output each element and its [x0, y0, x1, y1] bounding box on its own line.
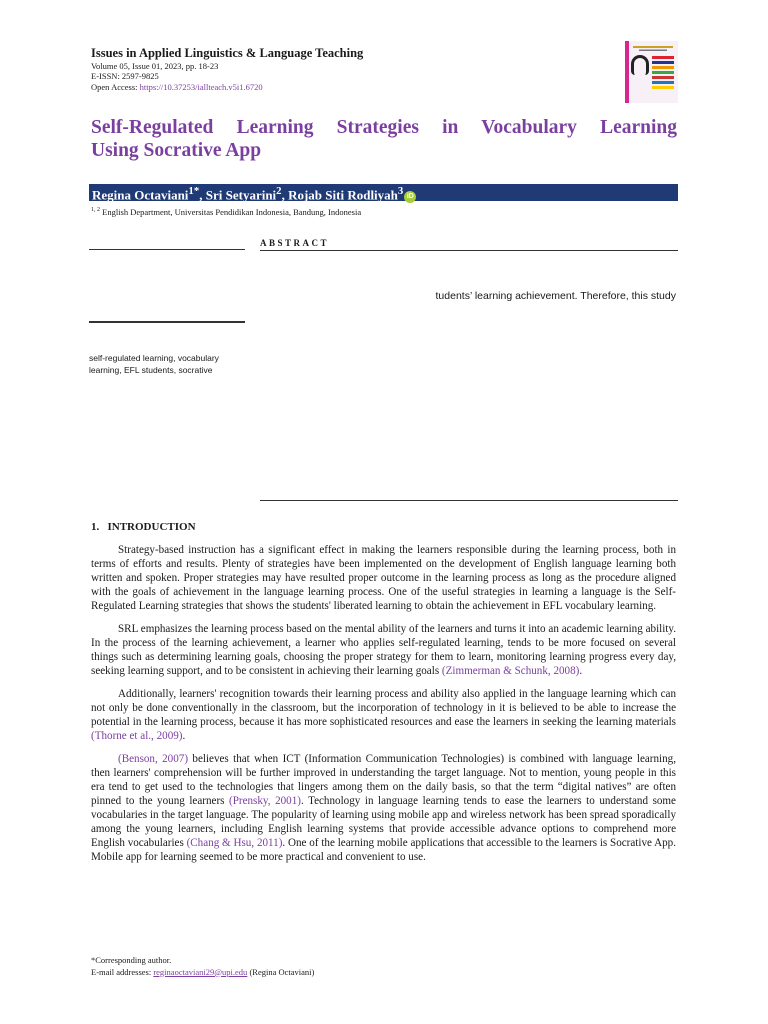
journal-volume: Volume 05, Issue 01, 2023, pp. 18-23 — [91, 61, 219, 71]
author-list — [92, 185, 416, 203]
author-3-sup: 3 — [397, 185, 404, 197]
citation-link[interactable]: (Chang & Hsu, 2011) — [186, 837, 283, 849]
journal-meta — [91, 61, 263, 92]
cover-banner — [633, 45, 673, 53]
flags-icon — [652, 56, 674, 94]
author-separator: , — [199, 187, 206, 203]
paragraph-text: . Technology in language learning tends to ease the learners to understand some vocabularies in the target language. The popularity of learning using mobile app and wireless network has been spread sporadically among the young learners, including English learning systems that provide accessible advance options to comprehend more English vocabularies — [91, 795, 676, 849]
author-3[interactable]: Rojab Siti Rodliyah — [288, 187, 398, 203]
author-1[interactable]: Regina Octaviani — [92, 187, 189, 203]
open-access — [91, 82, 263, 92]
citation-link[interactable]: (Zimmerman & Schunk, 2008) — [441, 665, 580, 677]
affiliation — [91, 207, 361, 217]
journal-name: Issues in Applied Linguistics & Language Teaching — [91, 46, 364, 60]
orcid-icon[interactable]: iD — [404, 191, 416, 203]
paper-title — [91, 116, 677, 162]
divider — [260, 500, 678, 501]
author-2-sup: 2 — [276, 185, 282, 197]
divider — [260, 250, 678, 251]
email-line — [91, 967, 314, 979]
email-link[interactable]: reginaoctaviani29@upi.edu — [153, 966, 248, 977]
introduction-body — [91, 543, 676, 873]
paragraph — [91, 622, 676, 678]
doi-link[interactable]: https://10.37253/iallteach.v5i1.6720 — [139, 81, 263, 92]
email-owner: (Regina Octaviani) — [247, 966, 315, 977]
abstract-text: tudents’ learning achievement. Therefore, this study — [435, 290, 676, 302]
paragraph-text: Strategy-based instruction has a significant effect in making the learners responsible during the learning process, both in terms of efforts and results. Plenty of strategies have been implemented on the development of English language learning both written and spoken. Proper strategies may have resulted proper outcome in the learning process as long as the procedure aligned with the goals of achievement in the language learning process. One of the useful strategies in learning a language is the Self-Regulated Learning strategies that shows the students' liberated learning to obtain the achievement in EFL vocabulary learning. — [91, 544, 676, 612]
paragraph-text: . — [182, 730, 186, 742]
keywords: self-regulated learning, vocabulary learning, EFL students, socrative — [89, 353, 219, 375]
divider — [89, 321, 245, 323]
paragraph-text: believes that when ICT (Information Communication Technologies) is combined with language learning, then learners' comprehension will be further improved in understanding the target language. Not to mention, young people in this era tend to get used to the technologies that lingers among them on the daily basis, so that the term “digital natives” are often pinned to the young learners — [91, 753, 676, 807]
paragraph — [91, 752, 676, 864]
author-separator: , — [281, 187, 289, 203]
journal-cover-thumbnail — [625, 41, 678, 103]
paragraph — [91, 543, 676, 613]
paragraph-text: . One of the learning mobile applications that accessible to the learners is Socrative App. Mobile app for learning seemed to be more practical and convenient to use. — [91, 837, 676, 863]
paragraph-text: . — [579, 665, 583, 677]
divider — [89, 249, 245, 250]
citation-link[interactable]: (Thorne et al., 2009) — [91, 730, 183, 742]
email-label: E-mail addresses: — [91, 966, 154, 977]
author-2[interactable]: Sri Setyarini — [205, 187, 277, 203]
paragraph-text: Additionally, learners' recognition towards their learning process and ability also applied in the language learning which can not only be done conventionally in the classroom, but the incorporation of technology in it is believed to be able to increase the potential in the learning process, because it has more sophisticated resources and ease the learners in seeking the learning materials — [91, 688, 676, 728]
corresponding-author-note: *Corresponding author. — [91, 955, 172, 965]
section-heading-introduction: 1. INTRODUCTION — [91, 521, 196, 533]
title-line-1: Self-Regulated Learning Strategies in Vocabulary Learning — [91, 117, 677, 138]
cover-stripe — [625, 41, 629, 103]
headphones-icon — [631, 55, 649, 75]
footnote — [91, 955, 314, 978]
affiliation-text: English Department, Universitas Pendidikan Indonesia, Bandung, Indonesia — [102, 207, 362, 217]
paragraph-text: SRL emphasizes the learning process based on the mental ability of the learners and turns it into an academic learning ability. In the process of the learning achievement, a learner who applies self-regulated learning, tends to be more focused on several things such as determining learning goals, choosing the proper strategy for them to learn, monitoring learning progress every day, seeking learning support, and to be consistent in achieving their learning goals — [91, 623, 676, 677]
title-line-2: Using Socrative App — [91, 140, 262, 161]
abstract-heading: ABSTRACT — [260, 238, 330, 248]
citation-link[interactable]: (Prensky, 2001) — [229, 795, 301, 807]
affiliation-sup: 1, 2 — [91, 207, 100, 214]
author-1-sup: 1* — [188, 185, 200, 197]
paragraph — [91, 687, 676, 743]
citation-link[interactable]: (Benson, 2007) — [118, 753, 189, 765]
journal-eissn: E-ISSN: 2597-9825 — [91, 71, 159, 82]
open-access-label: Open Access: — [91, 81, 140, 92]
